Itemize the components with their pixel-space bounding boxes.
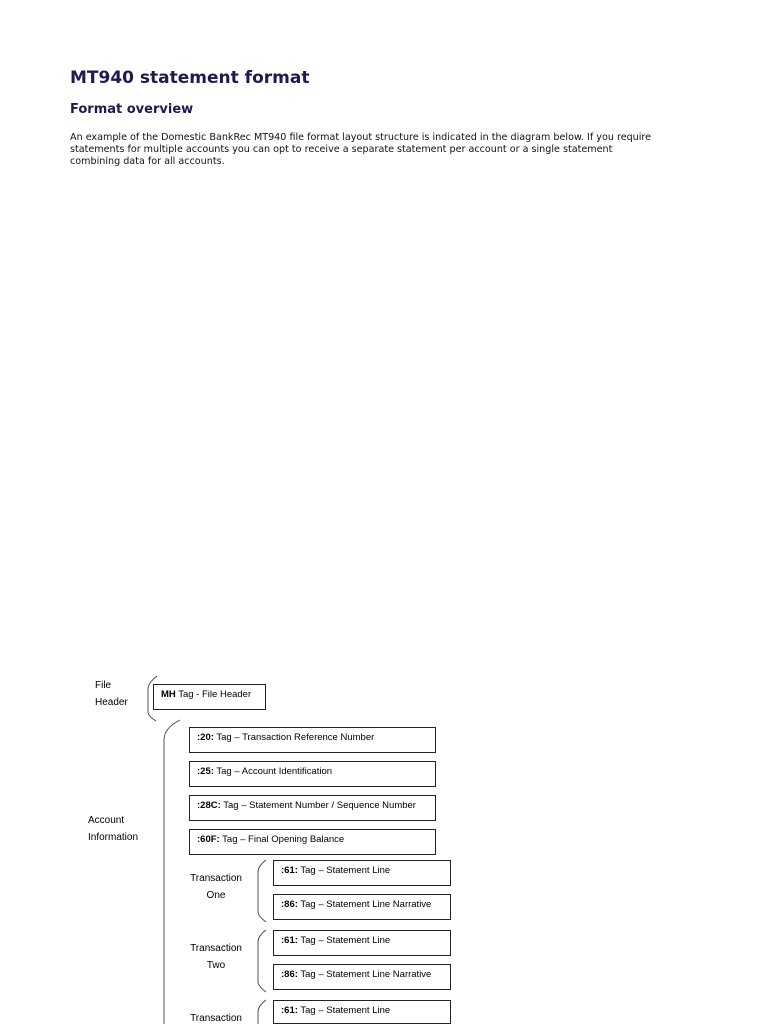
intro-line: statements for multiple accounts you can opt to receive a separate statement per account or a single statement: [70, 144, 613, 155]
tag-box-61: [273, 930, 451, 956]
intro-line: An example of the Domestic BankRec MT940 file format layout structure is indicated in the diagram below. If you require: [70, 132, 652, 143]
tag-code: :86:: [281, 899, 298, 910]
account-information-label-line: Account: [88, 815, 125, 826]
tag-description: Tag – Statement Line Narrative: [297, 969, 432, 980]
tag-code: :20:: [197, 732, 214, 743]
tag-box-20: [189, 727, 436, 753]
tag-description: Tag - File Header: [175, 689, 252, 700]
tag-description: Tag – Statement Line Narrative: [297, 899, 432, 910]
file-header-label-line: Header: [95, 697, 128, 708]
tag-description: Tag – Account Identification: [213, 766, 333, 777]
tag-code: :61:: [281, 1005, 298, 1016]
file-header-label: [95, 677, 128, 711]
tag-box-61: [273, 860, 451, 886]
transaction-three-label: [184, 1010, 248, 1027]
tag-box-86: [273, 894, 451, 920]
transaction-one-bracket: [258, 860, 266, 922]
tag-code: :61:: [281, 935, 298, 946]
tag-box-28c: [189, 795, 436, 821]
tag-box-mh: [153, 684, 266, 710]
account-information-bracket: [164, 720, 180, 1024]
transaction-three-bracket: [258, 1000, 266, 1024]
section-heading: Format overview: [70, 102, 194, 117]
transaction-two-label: [184, 940, 248, 974]
tag-description: Tag – Final Opening Balance: [219, 834, 345, 845]
transaction-label-line: One: [206, 890, 226, 901]
transaction-label-line: Transaction: [190, 873, 242, 884]
transaction-label-line: Transaction: [190, 1013, 242, 1024]
tag-code: :60F:: [197, 834, 220, 845]
tag-box-86: [273, 964, 451, 990]
tag-description: Tag – Statement Line: [297, 935, 391, 946]
tag-description: Tag – Statement Number / Sequence Number: [220, 800, 416, 811]
tag-code: :28C:: [197, 800, 221, 811]
tag-description: Tag – Statement Line: [297, 865, 391, 876]
transaction-two-bracket: [258, 930, 266, 992]
tag-code: MH: [161, 689, 176, 700]
transaction-label-line: Two: [206, 960, 226, 971]
intro-line: combining data for all accounts.: [70, 156, 225, 167]
transaction-one-label: [184, 870, 248, 904]
tag-code: :61:: [281, 865, 298, 876]
tag-box-60f: [189, 829, 436, 855]
page-title: MT940 statement format: [70, 68, 310, 88]
tag-box-25: [189, 761, 436, 787]
transaction-label-line: Transaction: [190, 943, 242, 954]
file-header-label-line: File: [95, 680, 112, 691]
account-information-label: [88, 812, 138, 846]
tag-code: :25:: [197, 766, 214, 777]
tag-description: Tag – Statement Line: [297, 1005, 391, 1016]
tag-box-61: [273, 1000, 451, 1024]
tag-code: :86:: [281, 969, 298, 980]
tag-description: Tag – Transaction Reference Number: [213, 732, 375, 743]
account-information-label-line: Information: [88, 832, 139, 843]
